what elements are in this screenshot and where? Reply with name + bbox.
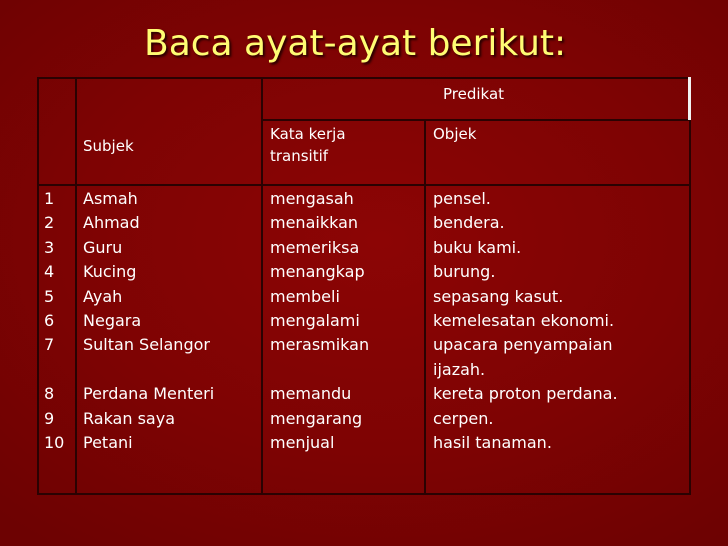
row-number: 6 xyxy=(44,311,55,331)
header-predikat: Predikat xyxy=(443,85,505,103)
objek-cell: pensel. xyxy=(433,189,491,208)
subjek-cell: Kucing xyxy=(83,262,137,282)
row-number: 3 xyxy=(44,237,55,257)
column-numbers xyxy=(44,187,64,455)
kata-kerja-cell: memandu xyxy=(270,384,352,404)
header-objek: Objek xyxy=(433,125,477,143)
column-objek xyxy=(433,187,618,455)
kata-kerja-cell: mengarang xyxy=(270,408,363,428)
row-divider-header xyxy=(37,184,691,186)
objek-cell-continuation: ijazah. xyxy=(433,359,486,379)
subjek-cell: Sultan Selangor xyxy=(83,335,210,355)
objek-cell: kereta proton perdana. xyxy=(433,384,618,404)
col-divider-kata-kerja xyxy=(424,119,426,495)
predikat-edge-mark xyxy=(688,77,691,120)
kata-kerja-cell: menjual xyxy=(270,433,335,453)
slide-title: Baca ayat-ayat berikut: xyxy=(144,23,567,64)
objek-cell: buku kami. xyxy=(433,237,522,257)
kata-kerja-cell: memeriksa xyxy=(270,237,360,257)
table-border-right xyxy=(689,77,691,495)
header-kata-kerja-line2: transitif xyxy=(270,147,329,165)
row-spacer xyxy=(83,358,214,382)
header-kata-kerja-line1: Kata kerja xyxy=(270,125,346,143)
objek-cell: cerpen. xyxy=(433,408,494,428)
subjek-cell: Ahmad xyxy=(83,213,140,233)
objek-cell: kemelesatan ekonomi. xyxy=(433,311,615,331)
subjek-cell: Rakan saya xyxy=(83,408,175,428)
subjek-cell: Ayah xyxy=(83,286,123,306)
subjek-cell: Petani xyxy=(83,433,133,453)
kata-kerja-cell: menangkap xyxy=(270,262,365,282)
row-number: 10 xyxy=(44,433,65,453)
sentence-table xyxy=(37,77,691,495)
row-number: 4 xyxy=(44,262,55,282)
column-subjek xyxy=(83,187,214,455)
row-spacer xyxy=(270,358,369,382)
row-number: 2 xyxy=(44,213,55,233)
kata-kerja-cell: membeli xyxy=(270,286,340,306)
header-subjek: Subjek xyxy=(83,137,134,155)
row-divider-predikat xyxy=(261,119,691,121)
subjek-cell: Negara xyxy=(83,311,142,331)
objek-cell: hasil tanaman. xyxy=(433,433,552,453)
kata-kerja-cell: merasmikan xyxy=(270,335,370,355)
row-number: 5 xyxy=(44,286,55,306)
subjek-cell: Guru xyxy=(83,237,123,257)
table-border-top xyxy=(37,77,691,79)
objek-cell: upacara penyampaian xyxy=(433,335,613,355)
kata-kerja-cell: mengasah xyxy=(270,189,354,208)
row-number: 8 xyxy=(44,384,55,404)
subjek-cell: Perdana Menteri xyxy=(83,384,215,404)
kata-kerja-cell: menaikkan xyxy=(270,213,359,233)
objek-cell: burung. xyxy=(433,262,496,282)
col-divider-subjek xyxy=(261,77,263,495)
row-spacer xyxy=(44,358,64,382)
table-border-left xyxy=(37,77,39,495)
col-divider-number xyxy=(75,77,77,495)
kata-kerja-cell: mengalami xyxy=(270,311,360,331)
row-number: 7 xyxy=(44,335,55,355)
row-number: 9 xyxy=(44,408,55,428)
subjek-cell: Asmah xyxy=(83,189,138,208)
objek-cell: sepasang kasut. xyxy=(433,286,564,306)
objek-cell: bendera. xyxy=(433,213,505,233)
table-border-bottom xyxy=(37,493,691,495)
row-number: 1 xyxy=(44,189,55,208)
header-kata-kerja xyxy=(270,123,346,167)
column-kata-kerja xyxy=(270,187,369,455)
